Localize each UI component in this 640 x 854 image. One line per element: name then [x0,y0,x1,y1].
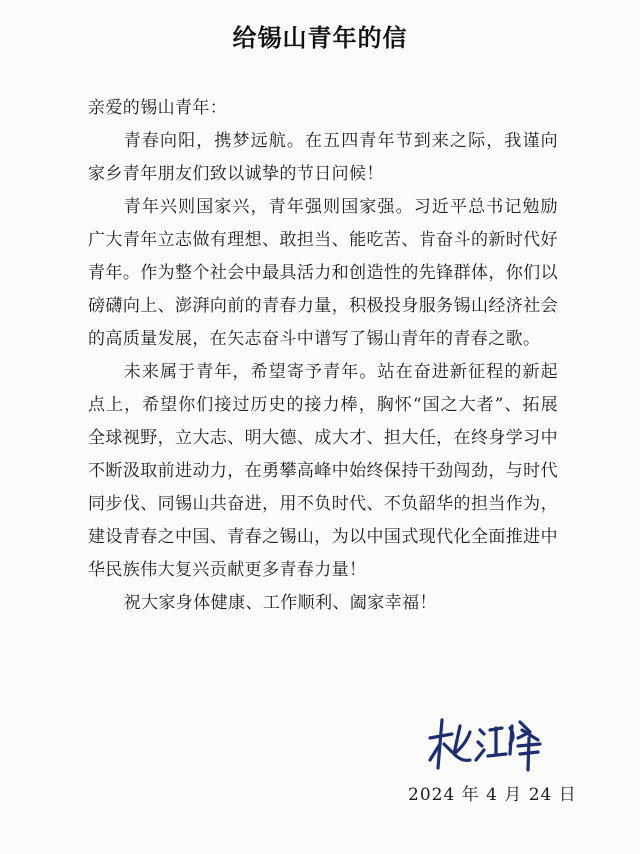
paragraph-future-hopes: 未来属于青年，希望寄予青年。站在奋进新征程的新起点上，希望你们接过历史的接力棒，胸怀“国之大者”、拓展全球视野，立大志、明大德、成大才、担大任，在终身学习中不断汲取前进动力，在勇攀高峰中始终保持干劲闯劲，与时代同步伐、同锡山共奋进，用不负时代、不负韶华的担当作为，建设青春之中国、青春之锡山，为以中国式现代化全面推进中华民族伟大复兴贡献更多青春力量！ [88,362,558,580]
paragraph-youth-strength: 青年兴则国家兴，青年强则国家强。习近平总书记勉励广大青年立志做有理想、敢担当、能吃苦、肯奋斗的新时代好青年。作为整个社会中最具活力和创造性的先锋群体，你们以磅礴向上、澎湃向前的青春力量，积极投身服务锡山经济社会的高质量发展，在矢志奋斗中谱写了锡山青年的青春之歌。 [88,197,558,349]
paragraph-wishes: 祝大家身体健康、工作顺利、阖家幸福！ [123,593,437,613]
letter-body [88,92,558,620]
letter-date: 2024 年 4 月 24 日 [408,785,577,805]
letter-title: 给锡山青年的信 [232,23,408,52]
salutation: 亲爱的锡山青年： [88,98,228,118]
paragraph-greeting: 青春向阳，携梦远航。在五四青年节到来之际，我谨向家乡青年朋友们致以诚挚的节日问候！ [88,131,558,184]
handwritten-signature [426,710,546,772]
